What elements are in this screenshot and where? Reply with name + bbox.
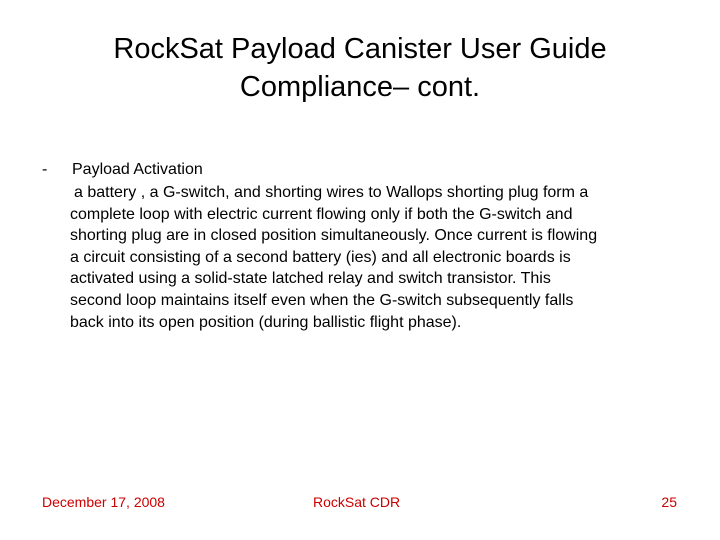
bullet-body bbox=[70, 182, 690, 333]
body-line: back into its open position (during ballistic flight phase). bbox=[70, 313, 462, 331]
slide-title-line-1: RockSat Payload Canister User Guide bbox=[113, 33, 607, 65]
body-line: activated using a solid-state latched relay and switch transistor. This bbox=[70, 270, 551, 288]
slide-title bbox=[40, 30, 680, 106]
body-line: a battery , a G-switch, and shorting wires to Wallops shorting plug form a bbox=[74, 184, 589, 201]
bullet-marker: - bbox=[42, 161, 48, 178]
body-line: a circuit consisting of a second battery (ies) and all electronic boards is bbox=[70, 248, 571, 266]
slide-title-line-2: Compliance– cont. bbox=[239, 71, 481, 103]
body-line: second loop maintains itself even when the G-switch subsequently falls bbox=[70, 291, 574, 309]
footer-date: December 17, 2008 bbox=[42, 494, 165, 510]
footer-page-number: 25 bbox=[661, 494, 677, 510]
footer-presentation-name: RockSat CDR bbox=[313, 494, 401, 510]
body-line: shorting plug are in closed position simultaneously. Once current is flowing bbox=[70, 227, 598, 245]
body-line: complete loop with electric current flowing only if both the G-switch and bbox=[70, 205, 573, 223]
bullet-heading: Payload Activation bbox=[72, 161, 203, 178]
